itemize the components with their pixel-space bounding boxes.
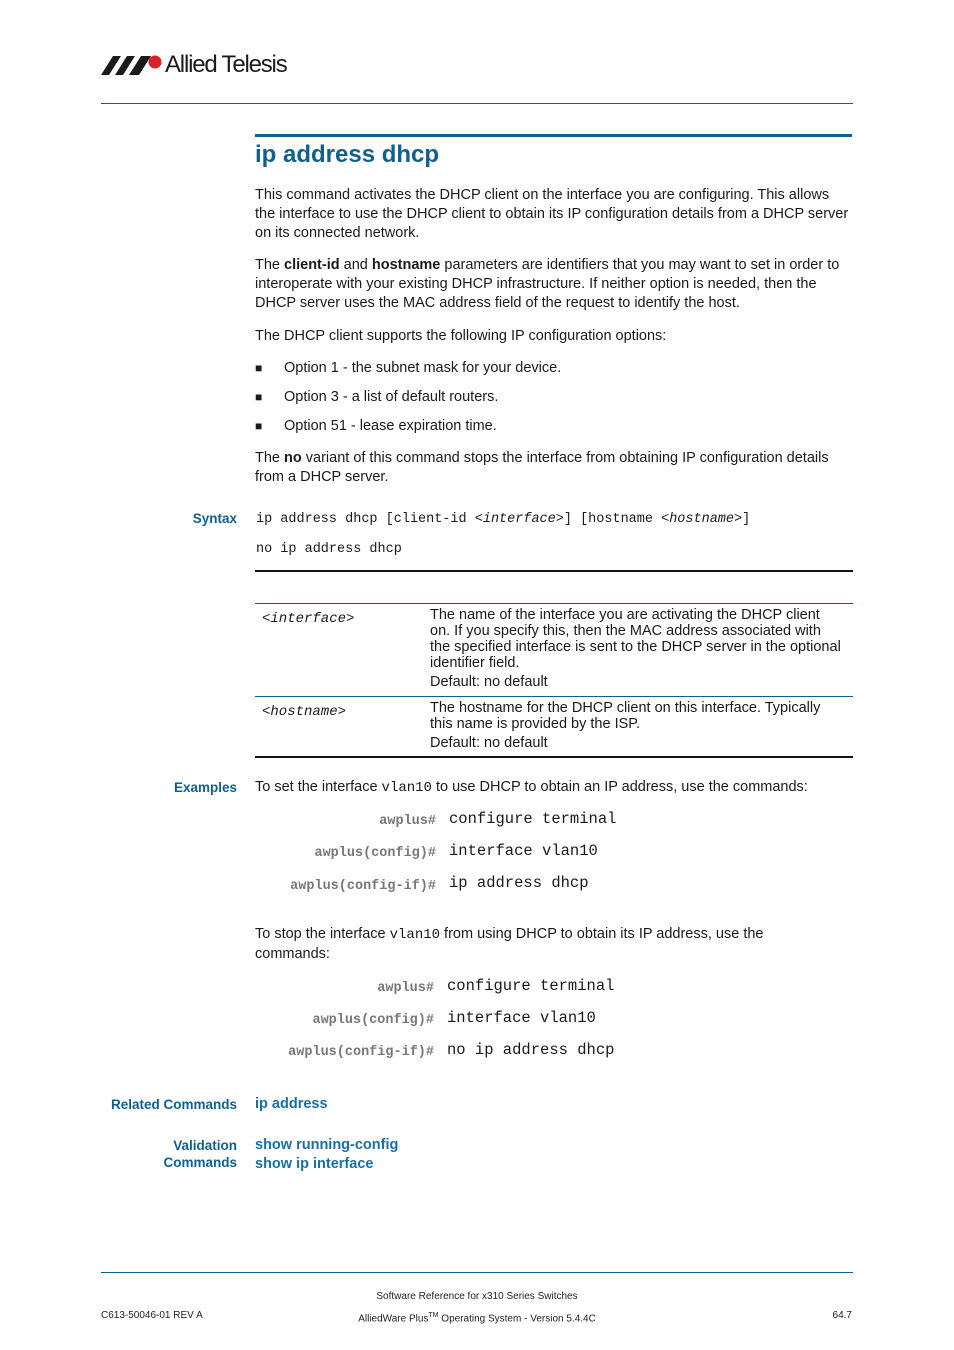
page-number: 64.7 [832, 1310, 852, 1321]
validation-commands-label: Validation Commands [163, 1138, 237, 1170]
table-top-rule [255, 570, 853, 572]
cli-prompt: awplus(config)# [314, 846, 436, 861]
bullet-square-icon: ■ [255, 390, 263, 404]
cli-prompt: awplus# [379, 814, 436, 829]
footer-product: AlliedWare Plus™ Operating System - Version 5.4.4C [358, 1312, 596, 1325]
footer-rule [101, 1272, 853, 1273]
cli-command: no ip address dhcp [447, 1041, 615, 1059]
cli-command: ip address dhcp [449, 874, 589, 892]
link-ip-address[interactable]: ip address [255, 1096, 328, 1112]
logo-wordmark: Allied Telesis [165, 51, 287, 78]
cli-prompt: awplus(config)# [312, 1013, 434, 1028]
param-name: <hostname> [262, 704, 347, 720]
example-1-text: To set the interface vlan10 to use DHCP to obtain an IP address, use the commands: [255, 779, 808, 796]
page-title: ip address dhcp [255, 141, 440, 168]
cli-command: interface vlan10 [449, 842, 598, 860]
param-hostname: hostname [371, 257, 441, 273]
cli-command: configure terminal [449, 810, 617, 828]
footer-doc-title: Software Reference for x310 Series Switches [376, 1291, 578, 1302]
intro-paragraph-3: The DHCP client supports the following IP configuration options: [255, 328, 667, 344]
link-show-running-config[interactable]: show running-config [255, 1137, 399, 1153]
table-header-rule [255, 603, 853, 604]
header-rule [101, 103, 853, 104]
title-rule [255, 134, 852, 137]
syntax-line-2: no ip address dhcp [256, 542, 402, 557]
table-bottom-rule [255, 756, 853, 758]
example-2-text: To stop the interface vlan10 from using DHCP to obtain its IP address, use the commands: [255, 926, 764, 962]
intro-paragraph-2: The client-id and hostname parameters are identifiers that you may want to set in order to interoperate with your existing DHCP infrastructure. If neither option is needed, then the DHCP server uses the MAC address field of the request to identify the host. [255, 257, 840, 311]
cli-prompt: awplus(config-if)# [290, 879, 436, 894]
param-description: The name of the interface you are activating the DHCP client on. If you specify this, then the MAC address associated with the specified interface is sent to the DHCP server in the optional identifier field. Default: no default [430, 607, 841, 690]
param-description: The hostname for the DHCP client on this interface. Typically this name is provided by the ISP. Default: no default [430, 700, 821, 751]
bullet-square-icon: ■ [255, 361, 263, 375]
syntax-label: Syntax [192, 511, 237, 526]
param-name: <interface> [262, 611, 355, 627]
cli-command: interface vlan10 [447, 1009, 596, 1027]
bullet-square-icon: ■ [255, 419, 263, 433]
syntax-line-1: ip address dhcp [client-id <interface>] [hostname <hostname>] [256, 512, 751, 527]
examples-label: Examples [173, 780, 237, 795]
table-row-rule [255, 696, 853, 697]
param-client-id: client-id [284, 257, 340, 273]
company-logo [101, 50, 301, 80]
cli-prompt: awplus# [377, 981, 434, 996]
intro-paragraph-1: This command activates the DHCP client on the interface you are configuring. This allows the interface to use the DHCP client to obtain its IP configuration details from a DHCP server on its connected network. [255, 187, 849, 241]
no-keyword: no [284, 450, 302, 466]
allied-telesis-logo-icon [101, 52, 165, 78]
link-show-ip-interface[interactable]: show ip interface [255, 1156, 374, 1172]
cli-command: configure terminal [447, 977, 615, 995]
related-commands-label: Related Commands [110, 1097, 237, 1112]
intro-paragraph-4: The no variant of this command stops the interface from obtaining IP configuration details from a DHCP server. [255, 450, 829, 485]
footer-doc-id: C613-50046-01 REV A [101, 1310, 203, 1321]
cli-prompt: awplus(config-if)# [288, 1045, 434, 1060]
